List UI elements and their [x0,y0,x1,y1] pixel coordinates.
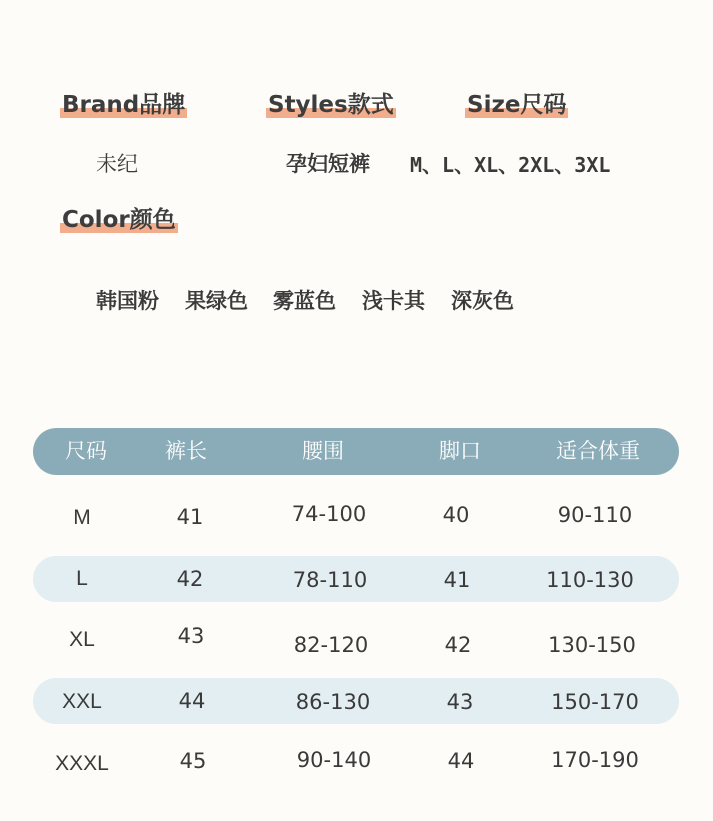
table-cell-length: 44 [178,689,206,713]
header-hem: 脚口 [439,439,481,463]
table-cell-waist: 86-130 [295,690,371,714]
table-cell-weight: 110-130 [546,568,634,592]
table-cell-hem: 42 [444,633,472,657]
table-cell-weight: 150-170 [551,690,639,714]
table-cell-size: L [76,567,88,590]
table-cell-waist: 78-110 [292,568,368,592]
color-option: 韩国粉 [96,289,159,313]
table-cell-weight: 90-110 [557,503,633,527]
brand-value: 未纪 [96,152,138,176]
color-option: 浅卡其 [362,289,425,313]
size-heading-text: Size尺码 [467,92,567,118]
brand-heading-text: Brand品牌 [62,92,186,118]
table-cell-waist: 90-140 [296,748,372,772]
table-cell-hem: 44 [447,749,475,773]
color-heading-text: Color颜色 [62,207,176,233]
table-cell-length: 43 [177,624,205,648]
table-cell-size: XXL [62,690,102,713]
color-option: 雾蓝色 [273,289,336,313]
table-cell-hem: 43 [446,690,474,714]
table-cell-length: 41 [176,505,204,529]
table-cell-hem: 40 [442,503,470,527]
table-cell-size: M [73,506,91,529]
styles-value: 孕妇短裤 [286,152,370,176]
table-cell-weight: 170-190 [551,748,639,772]
header-waist: 腰围 [302,439,344,463]
table-cell-size: XXXL [55,752,109,775]
styles-heading-text: Styles款式 [268,92,394,118]
size-value: M、L、XL、2XL、3XL [410,153,611,177]
color-option: 果绿色 [185,289,248,313]
table-cell-length: 42 [176,567,204,591]
header-size: 尺码 [65,439,107,463]
color-heading [62,206,176,234]
table-cell-waist: 82-120 [293,633,369,657]
header-weight: 适合体重 [556,439,640,463]
table-cell-waist: 74-100 [291,502,367,526]
table-cell-size: XL [69,628,95,651]
styles-heading [268,91,394,119]
color-option: 深灰色 [451,289,514,313]
header-length: 裤长 [165,439,207,463]
table-cell-hem: 41 [443,568,471,592]
brand-heading [62,91,185,119]
table-cell-length: 45 [179,749,207,773]
size-heading [467,91,566,119]
table-cell-weight: 130-150 [548,633,636,657]
